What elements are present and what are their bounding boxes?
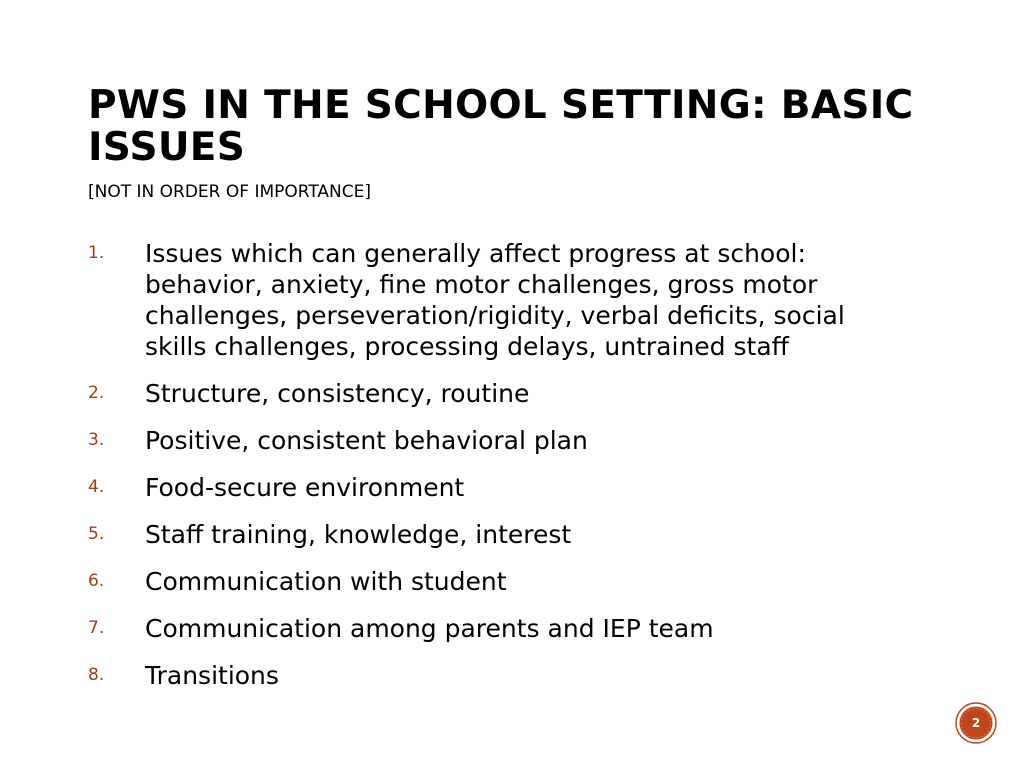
list-item-number: 4. — [88, 477, 105, 497]
list-item-number: 1. — [88, 243, 105, 263]
list-item — [88, 425, 908, 456]
list-item-text: Structure, consistency, routine — [145, 379, 530, 408]
list-item — [88, 238, 908, 362]
list-item — [88, 378, 908, 409]
list-item-number: 7. — [88, 618, 105, 638]
list-item-text: Positive, consistent behavioral plan — [145, 426, 588, 455]
list-item-text: Transitions — [145, 661, 279, 690]
list-item-number: 8. — [88, 665, 105, 685]
list-item-number: 5. — [88, 524, 105, 544]
list-item-text: Staff training, knowledge, interest — [145, 520, 572, 549]
list-item — [88, 613, 908, 644]
page-number-badge — [955, 702, 997, 744]
list-item-text: Communication among parents and IEP team — [145, 614, 714, 643]
list-item-text: Communication with student — [145, 567, 507, 596]
page-number: 2 — [971, 716, 981, 730]
issues-list — [88, 238, 908, 707]
list-item-number: 3. — [88, 430, 105, 450]
list-item — [88, 660, 908, 691]
list-item-number: 2. — [88, 383, 105, 403]
list-item — [88, 519, 908, 550]
list-item-text: Issues which can generally affect progress at school: behavior, anxiety, fine motor challenges, gross motor challenges, perseveration/rigidity, verbal deficits, social skills challenges, processing delays, untrained staff — [145, 239, 845, 361]
list-item — [88, 472, 908, 503]
slide-title: PWS IN THE SCHOOL SETTING: BASIC ISSUES — [88, 83, 914, 170]
slide-subtitle: [NOT IN ORDER OF IMPORTANCE] — [88, 182, 371, 202]
list-item-number: 6. — [88, 571, 105, 591]
list-item-text: Food-secure environment — [145, 473, 465, 502]
list-item — [88, 566, 908, 597]
